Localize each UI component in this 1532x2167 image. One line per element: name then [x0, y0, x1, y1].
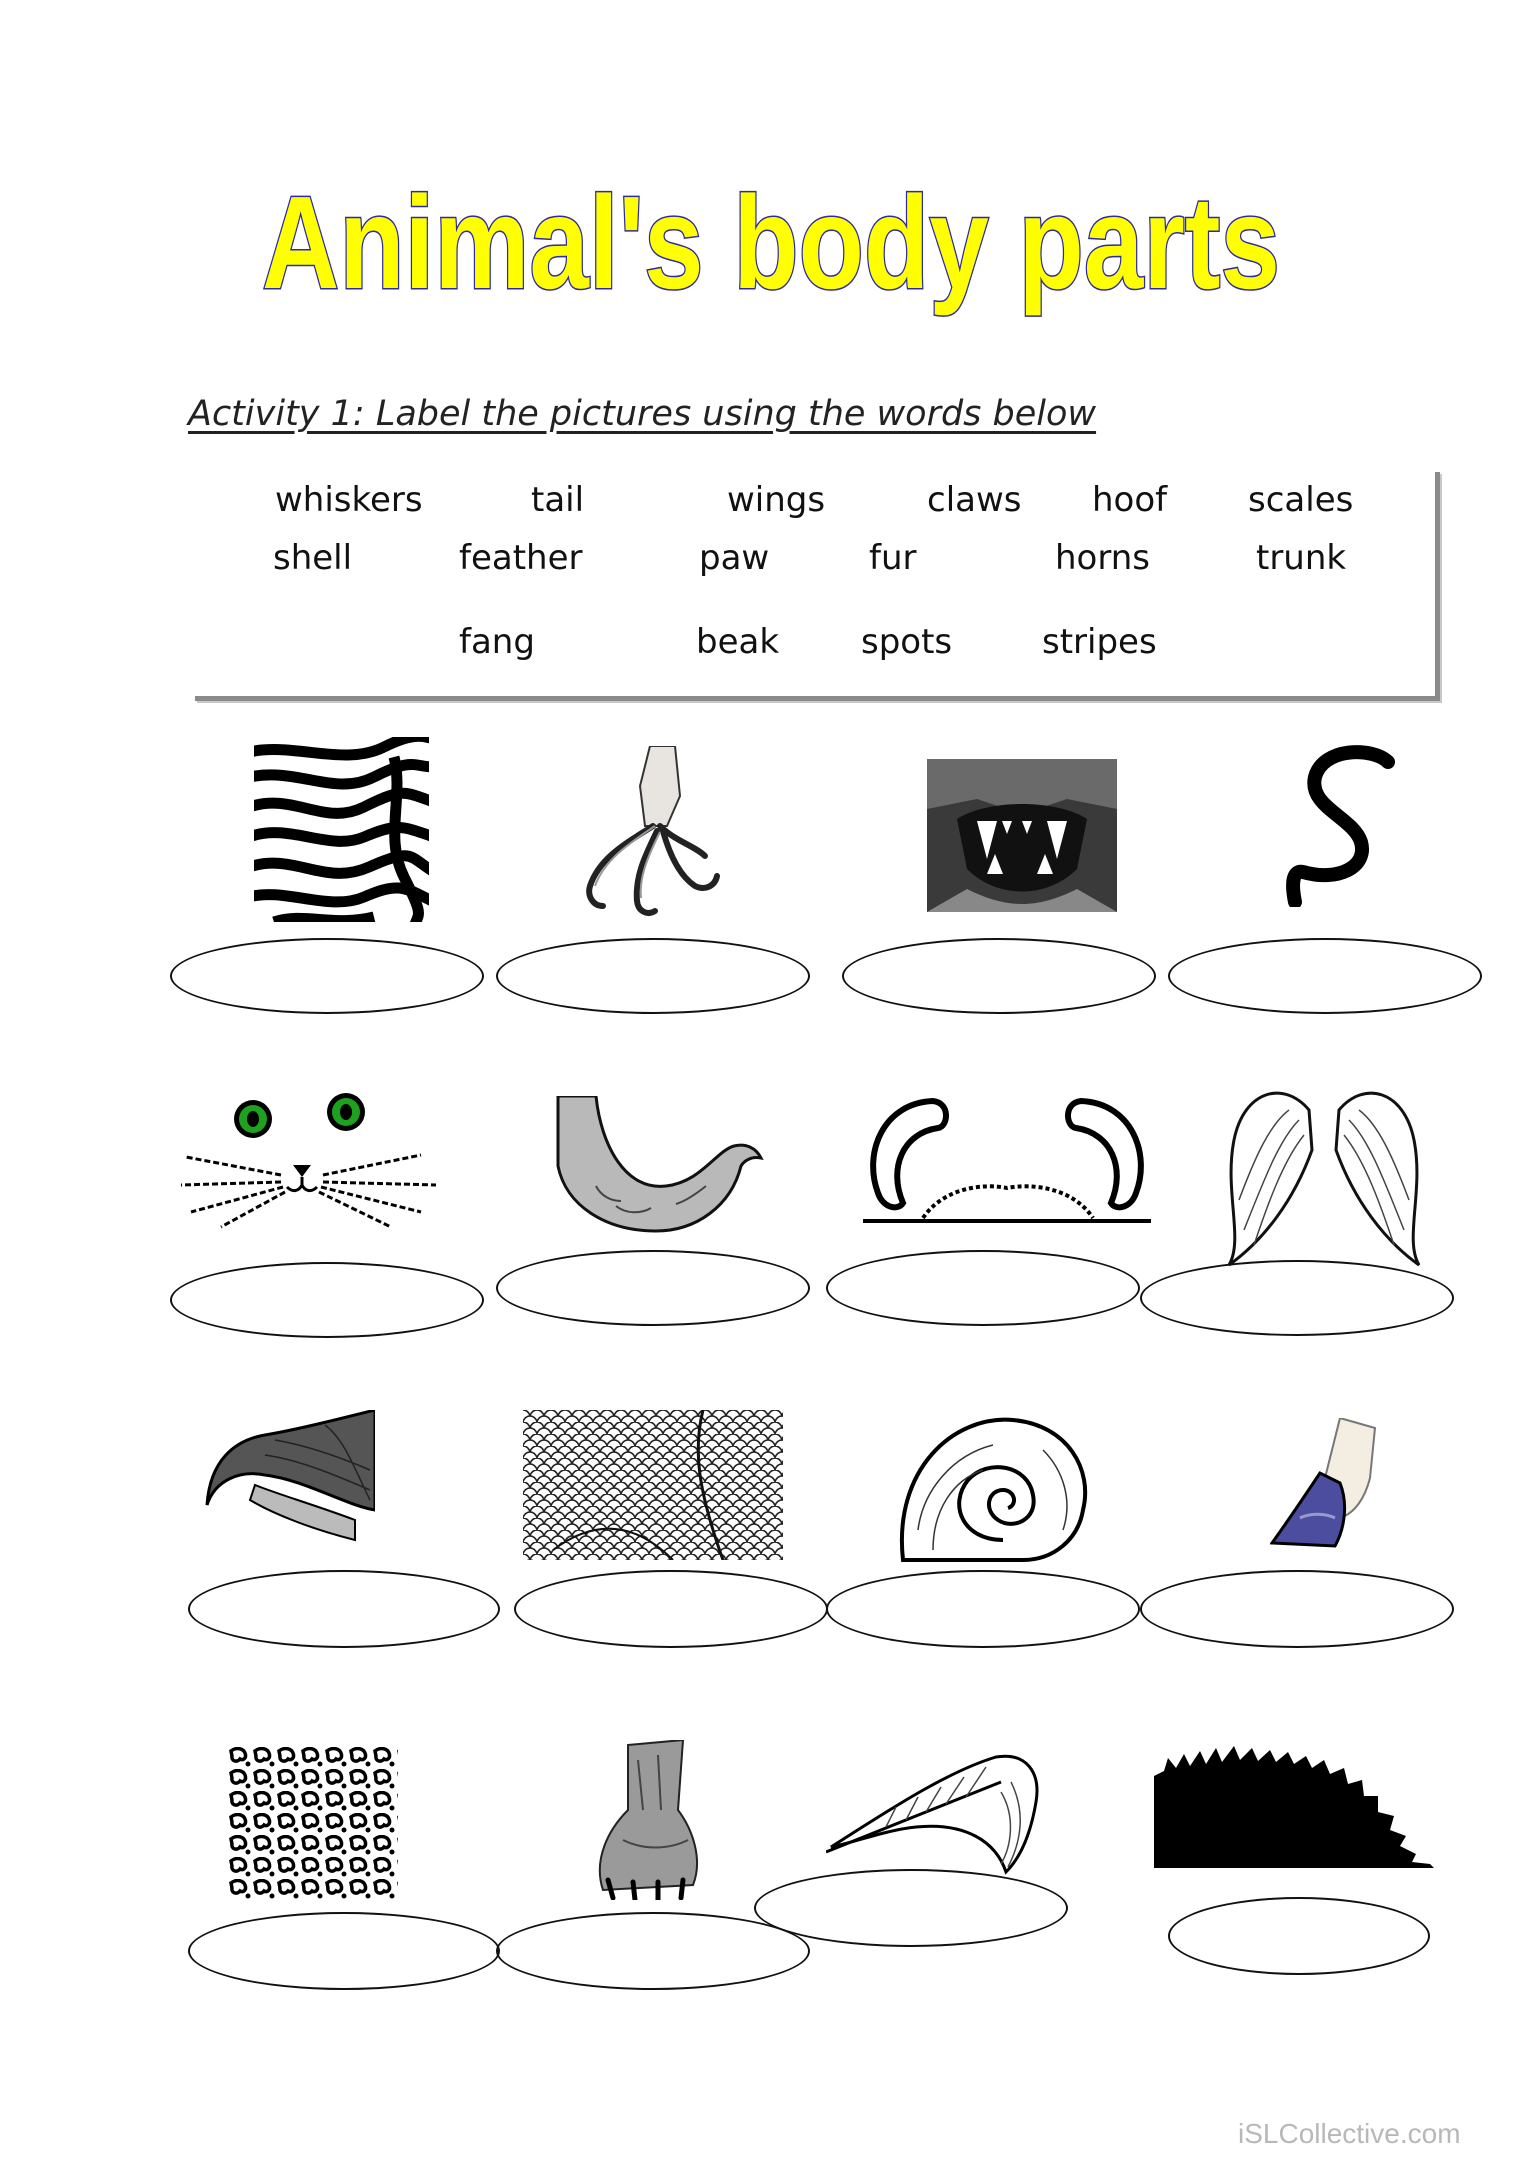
- answer-oval[interactable]: [514, 1570, 828, 1648]
- answer-oval[interactable]: [170, 938, 484, 1014]
- page-title-text: Animal's body parts: [262, 169, 1280, 316]
- leopard-spots-icon: [228, 1747, 398, 1899]
- word-bank-item: feather: [459, 538, 583, 578]
- answer-oval[interactable]: [1168, 938, 1482, 1014]
- answer-oval[interactable]: [1140, 1570, 1454, 1648]
- word-bank-item: hoof: [1092, 480, 1168, 520]
- activity-instruction: Activity 1: Label the pictures using the words below: [188, 394, 1097, 434]
- answer-oval[interactable]: [188, 1912, 500, 1990]
- word-bank-box: [195, 472, 1440, 701]
- feather-icon: [826, 1752, 1056, 1877]
- zebra-stripes-icon: [254, 737, 429, 922]
- answer-oval[interactable]: [826, 1570, 1140, 1648]
- word-bank-item: shell: [273, 538, 353, 578]
- fur-icon: [1154, 1746, 1434, 1868]
- word-bank-item: tail: [531, 480, 585, 520]
- cat-whiskers-icon: [181, 1087, 436, 1237]
- word-bank-item: wings: [727, 480, 826, 520]
- word-bank-item: claws: [927, 480, 1022, 520]
- paw-icon: [583, 1740, 723, 1900]
- word-bank-item: scales: [1248, 480, 1354, 520]
- snail-shell-icon: [893, 1410, 1093, 1565]
- answer-oval[interactable]: [842, 938, 1156, 1014]
- hoof-icon: [1270, 1418, 1380, 1548]
- answer-oval[interactable]: [188, 1570, 500, 1648]
- answer-oval[interactable]: [1140, 1260, 1454, 1336]
- word-bank-item: beak: [696, 622, 780, 662]
- word-bank-item: spots: [861, 622, 953, 662]
- word-bank-item: fur: [869, 538, 917, 578]
- word-bank-item: fang: [459, 622, 535, 662]
- bird-claws-icon: [575, 746, 727, 921]
- tiger-fangs-icon: [927, 759, 1117, 912]
- answer-oval[interactable]: [496, 1912, 810, 1990]
- bull-horns-icon: [863, 1093, 1151, 1223]
- answer-oval[interactable]: [496, 1250, 810, 1326]
- answer-oval[interactable]: [170, 1262, 484, 1338]
- word-bank-item: paw: [699, 538, 770, 578]
- wings-icon: [1224, 1080, 1424, 1270]
- answer-oval[interactable]: [754, 1869, 1068, 1947]
- eagle-beak-icon: [205, 1410, 375, 1565]
- word-bank-item: trunk: [1256, 538, 1347, 578]
- page-title: [262, 169, 1282, 316]
- word-bank-item: stripes: [1042, 622, 1157, 662]
- tail-icon: [1283, 742, 1398, 907]
- answer-oval[interactable]: [496, 938, 810, 1014]
- word-bank-item: horns: [1055, 538, 1150, 578]
- elephant-trunk-icon: [556, 1096, 766, 1234]
- site-watermark: iSLCollective.com: [1238, 2118, 1461, 2149]
- answer-oval[interactable]: [826, 1250, 1140, 1326]
- fish-scales-icon: [523, 1410, 783, 1560]
- answer-oval[interactable]: [1168, 1897, 1430, 1975]
- word-bank-item: whiskers: [275, 480, 423, 520]
